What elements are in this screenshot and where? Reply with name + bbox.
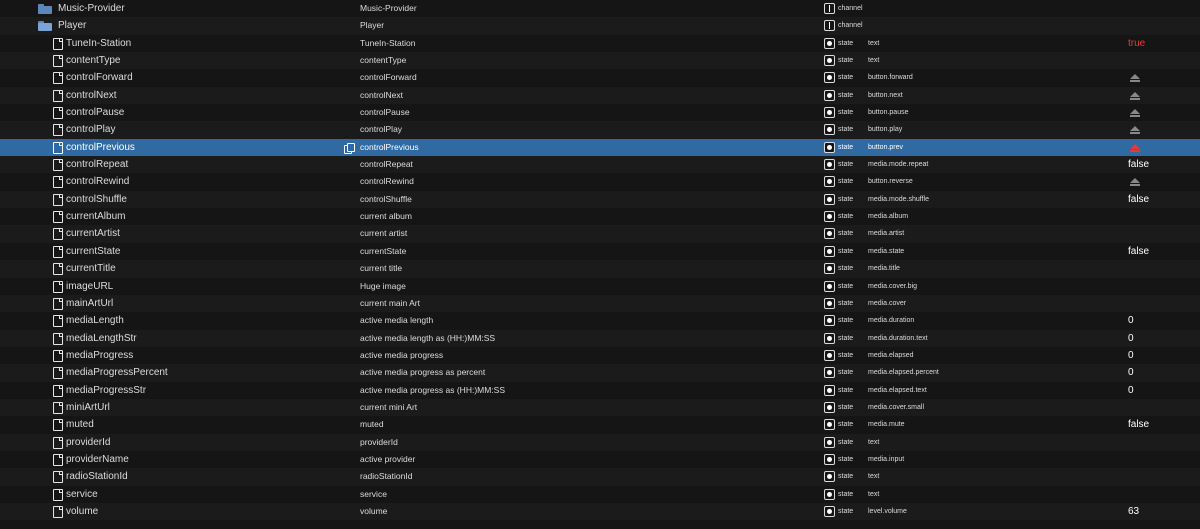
file-icon <box>53 72 63 84</box>
file-icon <box>53 176 63 188</box>
state-icon <box>824 142 835 153</box>
state-icon <box>824 367 835 378</box>
tree-row[interactable] <box>0 139 1200 156</box>
file-icon <box>53 419 63 431</box>
tree-row[interactable] <box>0 503 1200 520</box>
object-value[interactable]: true <box>1128 37 1146 49</box>
file-icon <box>53 367 63 379</box>
object-value[interactable]: false <box>1128 159 1150 171</box>
state-icon <box>824 454 835 465</box>
object-id: service <box>66 488 98 500</box>
state-icon <box>824 194 835 205</box>
object-name: current mini Art <box>360 401 418 412</box>
tree-row[interactable] <box>0 0 1200 17</box>
object-role: media.mode.shuffle <box>868 195 929 203</box>
object-type: channel <box>838 5 863 12</box>
file-icon <box>53 142 63 154</box>
tree-row[interactable] <box>0 312 1200 329</box>
object-value[interactable]: 0 <box>1128 332 1134 344</box>
state-icon <box>824 211 835 222</box>
file-icon <box>53 437 63 449</box>
tree-row[interactable] <box>0 260 1200 277</box>
file-icon <box>53 228 63 240</box>
object-id: currentArtist <box>66 228 120 240</box>
object-id: providerName <box>66 453 129 465</box>
object-role: media.state <box>868 247 905 255</box>
file-icon <box>53 263 63 275</box>
object-type: state <box>838 507 854 515</box>
tree-row[interactable] <box>0 104 1200 121</box>
file-icon <box>53 315 63 327</box>
object-id: currentState <box>66 245 121 257</box>
object-value[interactable]: false <box>1128 193 1150 205</box>
state-icon <box>824 263 835 274</box>
object-value[interactable]: 0 <box>1128 384 1134 396</box>
object-name: controlShuffle <box>360 193 412 204</box>
object-name: providerId <box>360 436 398 447</box>
object-id: controlPrevious <box>66 141 135 153</box>
tree-row[interactable] <box>0 468 1200 485</box>
file-icon <box>53 385 63 397</box>
object-name: current artist <box>360 228 408 239</box>
file-icon <box>53 402 63 414</box>
object-role: level.volume <box>868 507 907 515</box>
object-id: mediaLength <box>66 315 124 327</box>
tree-row[interactable] <box>0 225 1200 242</box>
object-id: Player <box>58 20 87 32</box>
tree-row[interactable] <box>0 121 1200 138</box>
object-name: service <box>360 488 387 499</box>
state-icon <box>824 350 835 361</box>
tree-row[interactable] <box>0 347 1200 364</box>
file-icon <box>53 489 63 501</box>
object-role: media.duration <box>868 317 915 325</box>
state-icon <box>824 333 835 344</box>
folder-open-icon[interactable] <box>38 21 52 31</box>
object-name: active media length <box>360 315 434 326</box>
tree-row[interactable] <box>0 173 1200 190</box>
object-type: state <box>838 126 854 134</box>
file-icon <box>53 55 63 67</box>
object-name: current main Art <box>360 297 420 308</box>
file-icon <box>53 471 63 483</box>
object-role: button.forward <box>868 74 913 82</box>
state-icon <box>824 506 835 517</box>
object-id: controlPlay <box>66 124 116 136</box>
object-name: contentType <box>360 55 407 66</box>
object-id: currentAlbum <box>66 211 126 223</box>
object-type: state <box>838 403 854 411</box>
object-type: state <box>838 299 854 307</box>
object-name: current title <box>360 263 403 274</box>
object-id: controlRepeat <box>66 159 129 171</box>
object-role: text <box>868 473 880 481</box>
object-type: state <box>838 473 854 481</box>
state-icon <box>824 159 835 170</box>
object-type: state <box>838 230 854 238</box>
file-icon <box>53 333 63 345</box>
object-type: state <box>838 317 854 325</box>
tree-row[interactable] <box>0 69 1200 86</box>
object-type: state <box>838 74 854 82</box>
object-id: mediaProgressStr <box>66 384 147 396</box>
object-name: active media progress as percent <box>360 367 486 378</box>
object-role: media.mute <box>868 421 905 429</box>
tree-row[interactable] <box>0 451 1200 468</box>
state-icon <box>824 471 835 482</box>
object-role: media.cover <box>868 299 907 307</box>
object-type: state <box>838 351 854 359</box>
object-type: state <box>838 195 854 203</box>
object-name: active media progress <box>360 349 444 360</box>
tree-row[interactable] <box>0 399 1200 416</box>
state-icon <box>824 419 835 430</box>
tree-row[interactable] <box>0 295 1200 312</box>
file-icon <box>53 159 63 171</box>
object-value[interactable]: false <box>1128 419 1150 431</box>
state-icon <box>824 437 835 448</box>
channel-icon <box>824 20 835 31</box>
object-type: state <box>838 455 854 463</box>
object-role: media.elapsed.percent <box>868 369 939 377</box>
object-id: imageURL <box>66 280 114 292</box>
object-name: current album <box>360 211 412 222</box>
object-id: contentType <box>66 55 121 67</box>
object-role: button.reverse <box>868 178 913 186</box>
state-icon <box>824 107 835 118</box>
object-name: radioStationId <box>360 471 413 482</box>
object-id: Music-Provider <box>58 3 125 14</box>
object-id: volume <box>66 505 99 517</box>
object-role: media.album <box>868 213 909 221</box>
copy-icon[interactable] <box>344 143 352 152</box>
object-name: active media length as (HH:)MM:SS <box>360 332 496 343</box>
tree-row[interactable] <box>0 87 1200 104</box>
state-icon <box>824 298 835 309</box>
tree-row[interactable] <box>0 434 1200 451</box>
state-icon <box>824 489 835 500</box>
tree-row[interactable] <box>0 486 1200 503</box>
object-id: providerId <box>66 436 111 448</box>
state-icon <box>824 72 835 83</box>
object-name: active provider <box>360 453 416 464</box>
object-id: muted <box>66 419 94 431</box>
tree-row[interactable] <box>0 208 1200 225</box>
object-name: controlNext <box>360 89 403 100</box>
tree-row[interactable] <box>0 330 1200 347</box>
file-icon <box>53 298 63 310</box>
eject-button-icon[interactable] <box>1130 74 1140 79</box>
object-role: media.mode.repeat <box>868 161 929 169</box>
file-icon <box>53 107 63 119</box>
object-role: media.title <box>868 265 900 273</box>
object-value[interactable]: false <box>1128 245 1150 257</box>
object-type: state <box>838 282 854 290</box>
tree-row[interactable] <box>0 278 1200 295</box>
object-type: state <box>838 39 854 47</box>
eject-button-icon[interactable] <box>1130 144 1140 149</box>
object-role: text <box>868 57 880 65</box>
object-value[interactable]: 0 <box>1128 349 1134 361</box>
object-type: state <box>838 213 854 221</box>
object-name: controlPlay <box>360 124 403 135</box>
object-role: button.pause <box>868 109 909 117</box>
object-type: state <box>838 438 854 446</box>
object-id: mainArtUrl <box>66 297 114 309</box>
object-type: state <box>838 265 854 273</box>
state-icon <box>824 55 835 66</box>
tree-row[interactable] <box>0 382 1200 399</box>
object-name: controlForward <box>360 72 417 83</box>
file-icon <box>53 281 63 293</box>
object-value[interactable]: 0 <box>1128 315 1134 327</box>
object-name: controlRewind <box>360 176 414 187</box>
object-id: currentTitle <box>66 263 116 275</box>
object-name: controlPrevious <box>360 141 419 152</box>
folder-icon[interactable] <box>38 4 52 14</box>
object-id: radioStationId <box>66 471 128 483</box>
eject-button-icon[interactable] <box>1130 109 1140 114</box>
object-role: media.duration.text <box>868 334 928 342</box>
object-role: button.prev <box>868 143 904 151</box>
file-icon <box>53 506 63 518</box>
object-name: Music-Provider <box>360 3 417 13</box>
tree-row[interactable] <box>0 416 1200 433</box>
file-icon <box>53 124 63 136</box>
object-type: state <box>838 109 854 117</box>
object-id: miniArtUrl <box>66 401 110 413</box>
state-icon <box>824 385 835 396</box>
eject-button-icon[interactable] <box>1130 178 1140 183</box>
object-role: media.elapsed.text <box>868 386 927 394</box>
object-id: TuneIn-Station <box>66 37 132 49</box>
object-id: controlRewind <box>66 176 130 188</box>
state-icon <box>824 402 835 413</box>
object-name: active media progress as (HH:)MM:SS <box>360 384 506 395</box>
eject-button-icon[interactable] <box>1130 126 1140 131</box>
object-type: state <box>838 91 854 99</box>
object-id: mediaProgress <box>66 349 134 361</box>
object-name: Huge image <box>360 280 406 291</box>
object-name: TuneIn-Station <box>360 37 416 48</box>
tree-row[interactable] <box>0 52 1200 69</box>
eject-button-icon[interactable] <box>1130 92 1140 97</box>
object-id: controlNext <box>66 89 117 101</box>
object-value[interactable]: 63 <box>1128 505 1140 517</box>
tree-row[interactable] <box>0 17 1200 34</box>
object-type: state <box>838 386 854 394</box>
object-type: state <box>838 161 854 169</box>
object-type: state <box>838 490 854 498</box>
object-type: state <box>838 334 854 342</box>
file-icon <box>53 90 63 102</box>
object-id: mediaLengthStr <box>66 332 137 344</box>
object-role: button.play <box>868 126 903 134</box>
object-type: state <box>838 143 854 151</box>
object-name: Player <box>360 20 385 31</box>
object-type: state <box>838 178 854 186</box>
object-type: state <box>838 247 854 255</box>
object-id: controlShuffle <box>66 193 127 205</box>
object-role: media.input <box>868 455 905 463</box>
state-icon <box>824 124 835 135</box>
object-name: volume <box>360 505 388 516</box>
object-role: text <box>868 490 880 498</box>
object-name: currentState <box>360 245 407 256</box>
object-name: controlRepeat <box>360 159 413 170</box>
object-name: muted <box>360 419 384 430</box>
tree-row[interactable] <box>0 243 1200 260</box>
state-icon <box>824 246 835 257</box>
object-role: media.elapsed <box>868 351 914 359</box>
object-type: state <box>838 421 854 429</box>
file-icon <box>53 194 63 206</box>
state-icon <box>824 38 835 49</box>
state-icon <box>824 228 835 239</box>
channel-icon <box>824 3 835 14</box>
file-icon <box>53 454 63 466</box>
state-icon <box>824 176 835 187</box>
object-id: controlForward <box>66 72 133 84</box>
state-icon <box>824 90 835 101</box>
tree-row[interactable] <box>0 191 1200 208</box>
object-role: media.cover.small <box>868 403 925 411</box>
object-role: media.cover.big <box>868 282 918 290</box>
object-value[interactable]: 0 <box>1128 367 1134 379</box>
tree-row[interactable] <box>0 35 1200 52</box>
object-type: state <box>838 57 854 65</box>
tree-row[interactable] <box>0 364 1200 381</box>
object-type: channel <box>838 22 863 30</box>
state-icon <box>824 315 835 326</box>
object-id: controlPause <box>66 107 125 119</box>
file-icon <box>53 246 63 258</box>
object-role: media.artist <box>868 230 905 238</box>
object-type: state <box>838 369 854 377</box>
state-icon <box>824 281 835 292</box>
tree-row[interactable] <box>0 156 1200 173</box>
object-name: controlPause <box>360 107 410 118</box>
file-icon <box>53 38 63 50</box>
object-role: button.next <box>868 91 903 99</box>
object-role: text <box>868 39 880 47</box>
file-icon <box>53 350 63 362</box>
file-icon <box>53 211 63 223</box>
object-role: text <box>868 438 880 446</box>
object-id: mediaProgressPercent <box>66 367 168 379</box>
